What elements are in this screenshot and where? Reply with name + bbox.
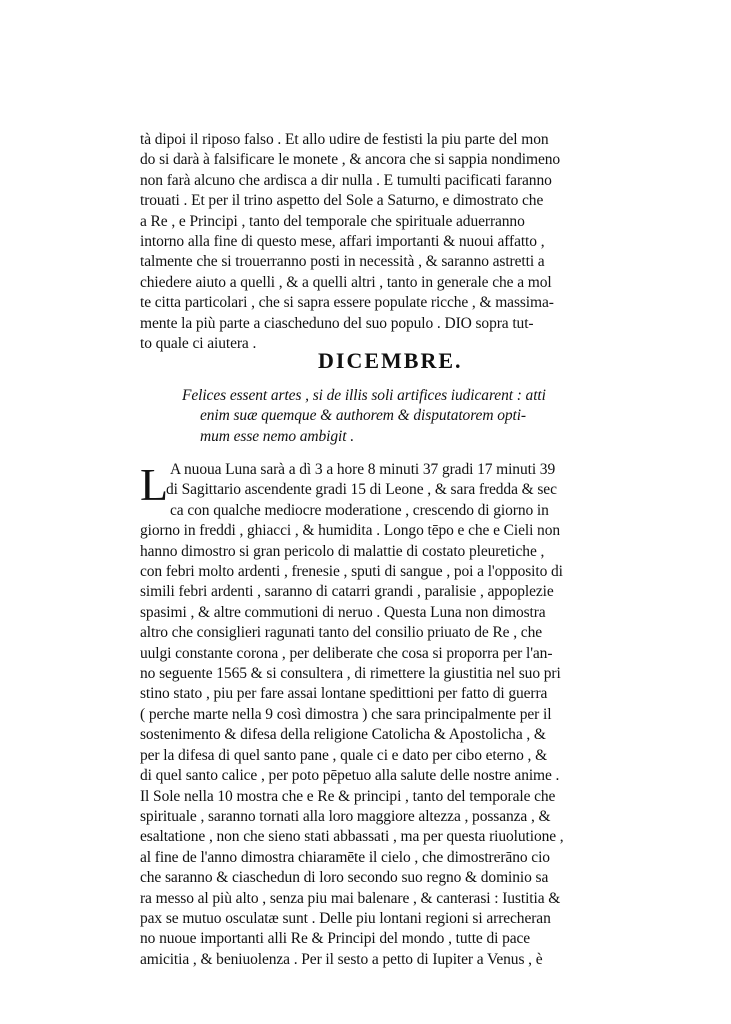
- drop-cap: L: [140, 459, 169, 510]
- text-line: per la difesa di quel santo pane , quale ci e dato per cibo eterno , &: [140, 746, 548, 764]
- section-heading: DICEMBRE.: [318, 348, 463, 373]
- text-line: do si darà à falsificare le monete , & ancora che si sappia nondimeno: [140, 151, 561, 169]
- text-line: amicitia , & beniuolenza . Per il sesto a petto di Iupiter a Venus , è: [140, 950, 543, 968]
- text-line: ra messo al più alto , senza piu mai balenare , & canterasi : Iustitia &: [140, 889, 561, 907]
- text-line: te citta particolari , che si sapra essere populate ricche , & massima-: [140, 294, 554, 312]
- text-line: a Re , e Principi , tanto del temporale che spirituale aduerranno: [140, 212, 525, 230]
- text-line: spirituale , saranno tornati alla loro maggiore altezza , possanza , &: [140, 807, 551, 825]
- body-text-block: [140, 460, 640, 970]
- text-line: A nuoua Luna sarà a dì 3 a hore 8 minuti 37 gradi 17 minuti 39: [170, 461, 556, 478]
- text-line: al fine de l'anno dimostra chiaramēte il cielo , che dimostrerāno cio: [140, 848, 550, 866]
- motto-line: enim suæ quemque & authorem & disputatorem opti-: [200, 407, 526, 425]
- text-line: esaltatione , non che sieno stati abbassati , ma per questa riuolutione ,: [140, 828, 564, 846]
- text-line: sostenimento & difesa della religione Catolicha & Apostolicha , &: [140, 726, 546, 744]
- text-line: intorno alla fine di questo mese, affari importanti & nuoui affatto ,: [140, 233, 545, 251]
- text-line: mente la più parte a ciascheduno del suo populo . DIO sopra tut-: [140, 314, 534, 332]
- text-line: ca con qualche mediocre moderatione , crescendo di giorno in: [170, 501, 549, 519]
- text-line: altro che consiglieri ragunati tanto del consilio priuato de Re , che: [140, 624, 542, 642]
- text-line: hanno dimostro si gran pericolo di malattie di costato pleuretiche ,: [140, 542, 545, 560]
- text-line: di quel santo calice , per poto pēpetuo alla salute delle nostre anime .: [140, 767, 560, 785]
- text-line: che saranno & ciaschedun di loro secondo suo regno & dominio sa: [140, 869, 549, 887]
- text-line: uulgi constante corona , per deliberate che cosa si proporra per l'an-: [140, 644, 553, 662]
- text-line: trouati . Et per il trino aspetto del Sole a Saturno, e dimostrato che: [140, 192, 544, 210]
- text-line: no nuoue importanti alli Re & Principi del mondo , tutte di pace: [140, 930, 531, 948]
- preceding-text-block: [140, 130, 640, 354]
- motto-line: Felices essent artes , si de illis soli artifices iudicarent : atti: [182, 387, 546, 404]
- text-line: non farà alcuno che ardisca a dir nulla . E tumulti pacificati faranno: [140, 171, 552, 189]
- latin-motto: [182, 386, 642, 447]
- text-line: to quale ci aiutera .: [140, 335, 257, 353]
- text-line: Il Sole nella 10 mostra che e Re & principi , tanto del temporale che: [140, 787, 556, 805]
- text-line: ( perche marte nella 9 così dimostra ) che sara principalmente per il: [140, 705, 552, 723]
- text-line: con febri molto ardenti , frenesie , sputi di sangue , poi a l'opposito di: [140, 563, 563, 581]
- text-line: no seguente 1565 & si consultera , di rimettere la giustitia nel suo pri: [140, 665, 561, 683]
- text-line: pax se mutuo osculatæ sunt . Delle piu lontani regioni si arrecheran: [140, 909, 551, 927]
- text-line: simili febri ardenti , saranno di catarri grandi , paralisie , appoplezie: [140, 583, 554, 601]
- text-line: talmente che si trouerranno posti in necessità , & saranno astretti a: [140, 253, 545, 271]
- text-line: spasimi , & altre commutioni di neruo . Questa Luna non dimostra: [140, 603, 546, 621]
- text-line: stino stato , piu per fare assai lontane spedittioni per fatto di guerra: [140, 685, 548, 703]
- text-line: tà dipoi il riposo falso . Et allo udire de festisti la piu parte del mon: [140, 131, 549, 148]
- motto-line: mum esse nemo ambigit .: [200, 427, 354, 445]
- text-line: chiedere aiuto a quelli , & a quelli altri , tanto in generale che a mol: [140, 273, 552, 291]
- text-line: di Sagittario ascendente gradi 15 di Leone , & sara fredda & sec: [166, 481, 557, 499]
- text-line: giorno in freddi , ghiacci , & humidita . Longo tēpo e che e Cieli non: [140, 522, 561, 540]
